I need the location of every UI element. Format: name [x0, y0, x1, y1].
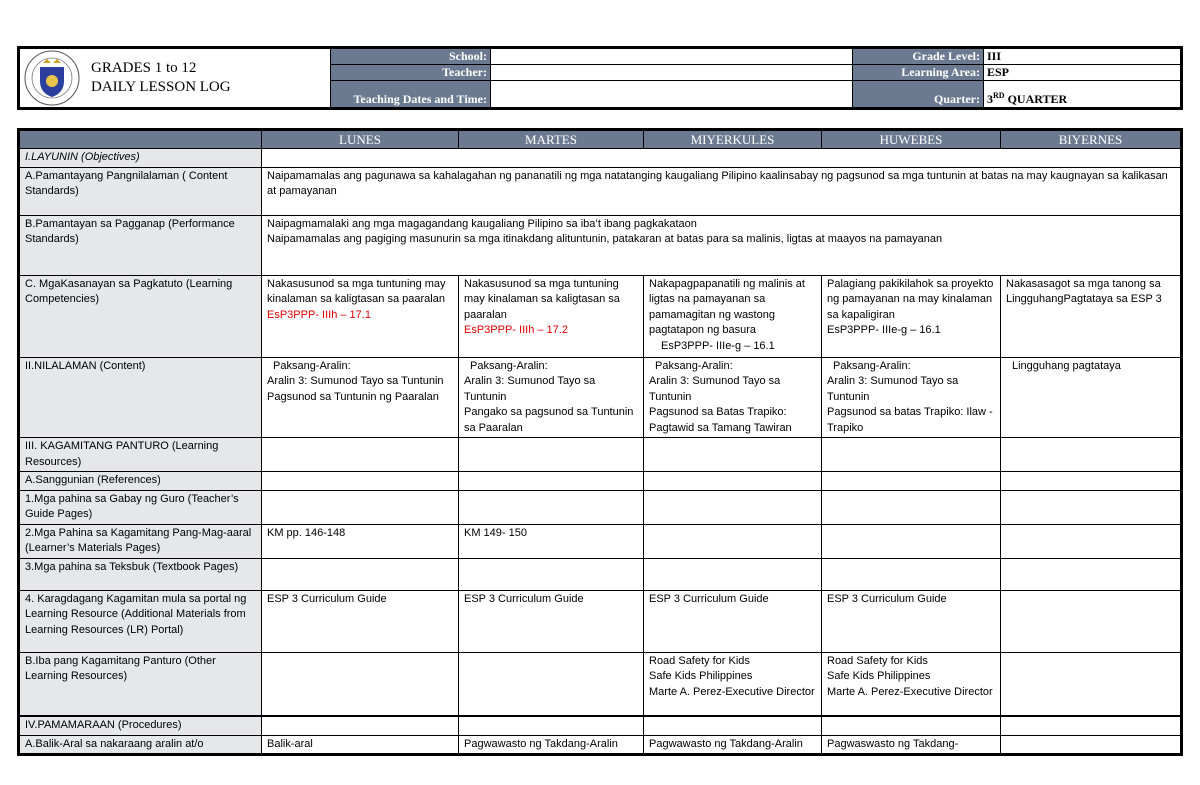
teaching-dates-field[interactable] [491, 81, 853, 108]
content-lesson: Aralin 3: Sumunod Tayo sa Tuntunin [267, 375, 444, 387]
quarter-field[interactable] [984, 81, 1181, 108]
cell[interactable] [1001, 472, 1181, 491]
teaching-dates-label: Teaching Dates and Time: [331, 81, 491, 108]
content-topic: Pagsunod sa batas Trapiko: Ilaw -Trapiko [827, 406, 993, 434]
day-header-row [20, 131, 1181, 149]
table-row [20, 149, 1181, 168]
competency-code: EsP3PPP- IIIe-g – 16.1 [827, 324, 941, 336]
content-cell[interactable] [459, 357, 644, 438]
grade-level-label: Grade Level: [853, 49, 984, 65]
resource-item: Marte A. Perez-Executive Director [827, 685, 993, 698]
cell[interactable] [822, 558, 1001, 590]
title-grades: GRADES 1 to 12 [91, 60, 197, 76]
competency-cell[interactable] [459, 275, 644, 357]
row-label: C. MgaKasanayan sa Pagkatuto (Learning Competencies) [20, 275, 262, 357]
content-lesson: Aralin 3: Sumunod Tayo sa Tuntunin [464, 375, 596, 403]
resource-item: Marte A. Perez-Executive Director [649, 685, 815, 698]
content-head: Paksang-Aralin: [273, 359, 351, 372]
deped-seal-icon [23, 49, 81, 107]
cell[interactable] [644, 490, 822, 524]
cell[interactable] [459, 490, 644, 524]
cell[interactable] [1001, 438, 1181, 472]
quarter-text: QUARTER [1004, 92, 1068, 106]
content-topic: Pagsunod sa Tuntunin ng Paaralan [267, 390, 439, 403]
lesson-log-table [17, 128, 1183, 756]
table-row [20, 472, 1181, 491]
table-row [20, 590, 1181, 652]
table-row [20, 490, 1181, 524]
performance-standards-cell[interactable] [262, 215, 1181, 275]
competency-text: Nakasusunod sa mga tuntuning may kinalaman sa kaligtasan sa paaralan [464, 277, 620, 321]
competency-code: EsP3PPP- IIIh – 17.2 [464, 324, 568, 336]
competency-cell[interactable] [644, 275, 822, 357]
resource-item: Safe Kids Philippines [649, 670, 753, 682]
other-resources-cell[interactable] [644, 652, 822, 716]
cell[interactable] [262, 652, 459, 716]
competency-code: EsP3PPP- IIIh – 17.1 [267, 308, 371, 321]
day-header: BIYERNES [1001, 131, 1181, 149]
performance-standard: Naipagmamalaki ang mga magagandang kaugaliang Pilipino sa iba’t ibang pagkakataon [267, 217, 697, 230]
row-label: B.Pamantayan sa Pagganap (Performance Standards) [20, 215, 262, 275]
review-cell[interactable]: Pagwawasto ng Takdang-Aralin [459, 735, 644, 754]
row-label: II.NILALAMAN (Content) [20, 357, 262, 438]
content-cell[interactable] [1001, 357, 1181, 438]
row-label: 1.Mga pahina sa Gabay ng Guro (Teacher’s Guide Pages) [20, 490, 262, 524]
day-header: MIYERKULES [644, 131, 822, 149]
table-row [20, 716, 1181, 735]
content-cell[interactable] [644, 357, 822, 438]
performance-standard: Naipamamalas ang pagiging masunurin sa mga itinakdang alituntunin, patakaran at batas para sa malinis, ligtas at maayos na pamayanan [267, 233, 943, 245]
learning-area-label: Learning Area: [853, 65, 984, 81]
cell[interactable] [262, 149, 1181, 168]
day-header: HUWEBES [822, 131, 1001, 149]
content-standards-cell[interactable]: Naipamamalas ang pagunawa sa kahalagahan ng pananatili ng mga natatanging kaugaliang Pilipino kaalinsabay ng pagsunod sa mga tuntunin at batas na may kaugnayan sa kalikasan at pamayanan [262, 167, 1181, 215]
table-row [20, 652, 1181, 716]
table-row [20, 215, 1181, 275]
cell[interactable] [644, 472, 822, 491]
cell[interactable] [262, 490, 459, 524]
quarter-label: Quarter: [853, 81, 984, 108]
competency-cell[interactable] [822, 275, 1001, 357]
teacher-label: Teacher: [331, 65, 491, 81]
cell[interactable] [822, 716, 1001, 735]
lr-cell[interactable]: ESP 3 Curriculum Guide [459, 590, 644, 652]
lm-cell[interactable] [822, 524, 1001, 558]
review-cell[interactable]: Balik-aral [262, 735, 459, 754]
learning-area-field[interactable]: ESP [984, 65, 1181, 81]
quarter-suffix: RD [993, 91, 1005, 100]
cell[interactable] [459, 716, 644, 735]
content-cell[interactable] [822, 357, 1001, 438]
lr-cell[interactable]: ESP 3 Curriculum Guide [262, 590, 459, 652]
content-head: Paksang-Aralin: [655, 359, 733, 372]
logo-title-cell [20, 49, 331, 108]
cell[interactable] [262, 558, 459, 590]
lr-cell[interactable]: ESP 3 Curriculum Guide [644, 590, 822, 652]
competency-text: Nakapagpapanatili ng malinis at ligtas na pamayanan sa pamamagitan ng wastong pagtatapon ng basura [649, 277, 805, 336]
teacher-field[interactable] [491, 65, 853, 81]
other-resources-cell[interactable] [822, 652, 1001, 716]
lm-cell[interactable]: KM 149- 150 [459, 524, 644, 558]
table-row [20, 275, 1181, 357]
table-row [20, 735, 1181, 754]
content-topic: Pangako sa pagsunod sa Tuntunin sa Paaralan [464, 406, 634, 434]
quarter-number: 3 [987, 92, 993, 106]
review-cell[interactable] [1001, 735, 1181, 754]
school-label: School: [331, 49, 491, 65]
title-dll: DAILY LESSON LOG [91, 79, 231, 95]
resource-item: Road Safety for Kids [649, 654, 750, 667]
day-header: LUNES [262, 131, 459, 149]
competency-text: Palagiang pakikilahok sa proyekto ng pamayanan na may kinalaman sa kapaligiran [827, 277, 994, 321]
row-label: A.Pamantayang Pangnilalaman ( Content Standards) [20, 167, 262, 215]
lr-cell[interactable] [1001, 590, 1181, 652]
cell[interactable] [1001, 490, 1181, 524]
cell[interactable] [459, 558, 644, 590]
lm-cell[interactable]: KM pp. 146-148 [262, 524, 459, 558]
review-cell[interactable]: Pagwawasto ng Takdang-Aralin [644, 735, 822, 754]
row-label: A.Sanggunian (References) [20, 472, 262, 491]
content-head: Paksang-Aralin: [470, 359, 548, 372]
table-row [20, 438, 1181, 472]
competency-cell[interactable] [262, 275, 459, 357]
cell[interactable] [644, 438, 822, 472]
cell[interactable] [262, 716, 459, 735]
lr-cell[interactable]: ESP 3 Curriculum Guide [822, 590, 1001, 652]
cell[interactable] [459, 652, 644, 716]
table-row [20, 558, 1181, 590]
content-lesson: Aralin 3: Sumunod Tayo sa Tuntunin [827, 375, 959, 403]
competency-code: EsP3PPP- IIIe-g – 16.1 [661, 339, 775, 352]
lesson-log-header [17, 46, 1183, 110]
cell[interactable] [262, 472, 459, 491]
content-head: Lingguhang pagtataya [1012, 359, 1121, 372]
cell[interactable] [1001, 558, 1181, 590]
row-label: IV.PAMAMARAAN (Procedures) [20, 716, 262, 735]
corner-cell [20, 131, 262, 149]
day-header: MARTES [459, 131, 644, 149]
content-cell[interactable] [262, 357, 459, 438]
competency-cell[interactable] [1001, 275, 1181, 357]
row-label: A.Balik-Aral sa nakaraang aralin at/o [20, 735, 262, 754]
content-topic: Pagsunod sa Batas Trapiko: Pagtawid sa Tamang Tawiran [649, 406, 792, 434]
content-lesson: Aralin 3: Sumunod Tayo sa Tuntunin [649, 375, 781, 403]
row-label: 3.Mga pahina sa Teksbuk (Textbook Pages) [20, 558, 262, 590]
school-field[interactable] [491, 49, 853, 65]
cell[interactable] [644, 716, 822, 735]
row-label: I.LAYUNIN (Objectives) [20, 149, 262, 168]
resource-item: Road Safety for Kids [827, 654, 928, 667]
table-row [20, 524, 1181, 558]
row-label: III. KAGAMITANG PANTURO (Learning Resources) [20, 438, 262, 472]
resource-item: Safe Kids Philippines [827, 670, 931, 682]
cell[interactable] [822, 438, 1001, 472]
cell[interactable] [822, 490, 1001, 524]
cell[interactable] [1001, 716, 1181, 735]
cell[interactable] [459, 438, 644, 472]
competency-text: Nakasasagot sa mga tanong sa LingguhangPagtataya sa ESP 3 [1006, 277, 1162, 305]
cell[interactable] [822, 472, 1001, 491]
row-label: 2.Mga Pahina sa Kagamitang Pang-Mag-aaral (Learner’s Materials Pages) [20, 524, 262, 558]
grade-level-field[interactable]: III [984, 49, 1181, 65]
table-row [20, 167, 1181, 215]
cell[interactable] [644, 558, 822, 590]
row-label: 4. Karagdagang Kagamitan mula sa portal ng Learning Resource (Additional Materials from Learning Resources (LR) Portal) [20, 590, 262, 652]
cell[interactable] [459, 472, 644, 491]
row-label: B.Iba pang Kagamitang Panturo (Other Learning Resources) [20, 652, 262, 716]
cell[interactable] [1001, 652, 1181, 716]
content-head: Paksang-Aralin: [833, 359, 911, 372]
lm-cell[interactable] [644, 524, 822, 558]
review-cell[interactable]: Pagwaswasto ng Takdang- [822, 735, 1001, 754]
competency-text: Nakasusunod sa mga tuntuning may kinalaman sa kaligtasan sa paaralan [267, 277, 446, 305]
cell[interactable] [262, 438, 459, 472]
table-row [20, 357, 1181, 438]
lm-cell[interactable] [1001, 524, 1181, 558]
